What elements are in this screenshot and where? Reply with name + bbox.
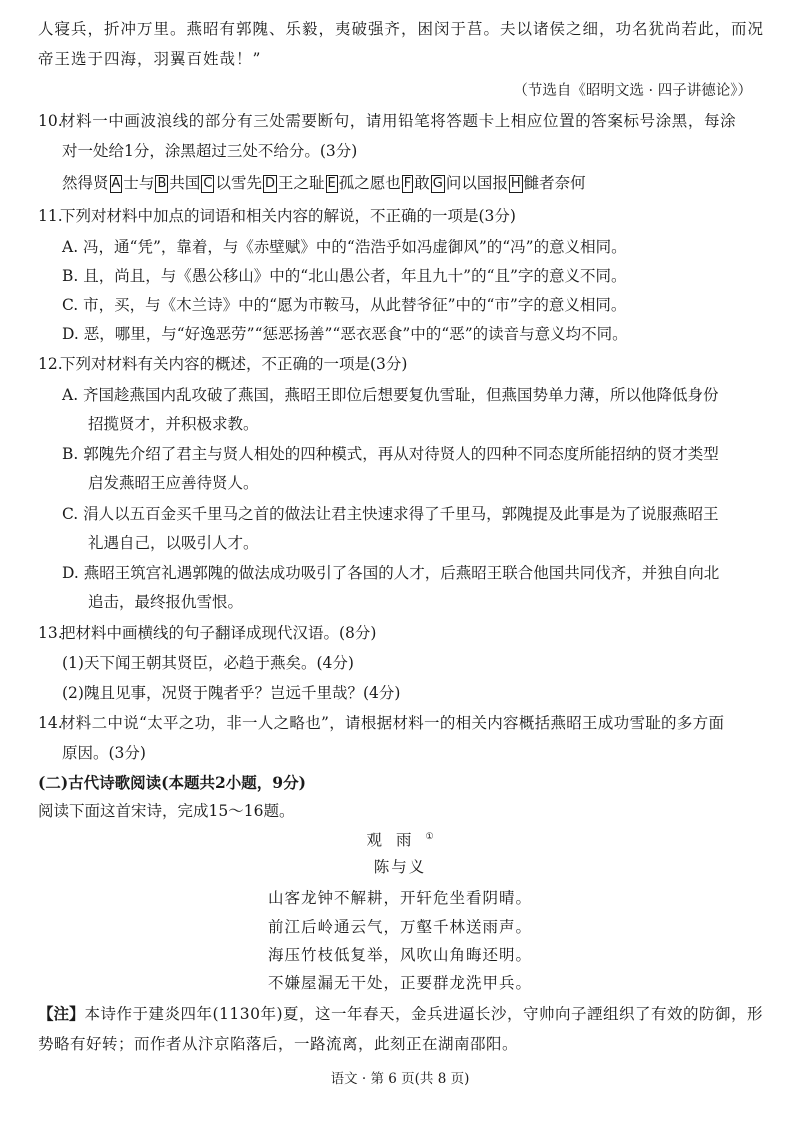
poem-title bbox=[0, 826, 800, 851]
passage-line-2: 帝王选于四海，羽翼百姓哉！” bbox=[38, 50, 262, 68]
q11-option-c: C. 市，买，与《木兰诗》中的“愿为市鞍马，从此替爷征”中的“市”字的意义相同。 bbox=[62, 296, 627, 314]
answer-box-d[interactable]: D bbox=[264, 176, 275, 191]
q14-stem-line-1: 材料二中说“太平之功，非一人之略也”，请根据材料一的相关内容概括燕昭王成功雪耻的多方面 bbox=[60, 714, 725, 732]
poem-line-3: 海压竹枝低复举，风吹山角晦还明。 bbox=[267, 946, 532, 964]
poem-footnote-marker: ① bbox=[425, 832, 434, 842]
poem-line-2: 前江后岭通云气，万壑千林送雨声。 bbox=[267, 918, 532, 936]
segment-text: 雠者奈何 bbox=[523, 174, 586, 192]
poem-note-line-1 bbox=[38, 1003, 763, 1025]
section-intro: 阅读下面这首宋诗，完成15～16题。 bbox=[38, 802, 295, 820]
q13-sentence-2: (2)隗且见事，况贤于隗者乎？岂远千里哉？(4分) bbox=[62, 684, 401, 702]
q12-option-c-line-1: C. 涓人以五百金买千里马之首的做法让君主快速求得了千里马，郭隗提及此事是为了说服燕昭王 bbox=[62, 505, 719, 523]
q12-option-b-line-1: B. 郭隗先介绍了君主与贤人相处的四种模式，再从对待贤人的四种不同态度所能招纳的贤才类型 bbox=[62, 445, 719, 463]
q10-segmentation-line bbox=[62, 172, 586, 194]
poem-author: 陈与义 bbox=[373, 858, 427, 876]
q13-stem: 把材料中画横线的句子翻译成现代汉语。(8分) bbox=[60, 624, 377, 642]
q12-option-d-line-2: 追击，最终报仇雪恨。 bbox=[88, 593, 244, 611]
q14-number: 14. bbox=[38, 714, 63, 732]
q10-stem-line-2: 对一处给1分，涂黑超过三处不给分。(3分) bbox=[62, 142, 358, 160]
segment-text: 然得贤 bbox=[62, 174, 109, 192]
answer-box-e[interactable]: E bbox=[327, 176, 336, 191]
note-text: 本诗作于建炎四年(1130年)夏，这一年春天，金兵进逼长沙，守帅向子諲组织了有效的防御，形 bbox=[84, 1005, 764, 1023]
q12-number: 12. bbox=[38, 355, 63, 373]
q10-number: 10. bbox=[38, 112, 63, 130]
poem-line-1: 山客龙钟不解耕，开轩危坐看阴晴。 bbox=[267, 889, 532, 907]
section-heading: (二)古代诗歌阅读(本题共2小题，9分) bbox=[38, 773, 306, 792]
q11-option-d: D. 恶，哪里，与“好逸恶劳”“惩恶扬善”“恶衣恶食”中的“恶”的读音与意义均不同。 bbox=[62, 325, 628, 343]
q12-option-a-line-1: A. 齐国趁燕国内乱攻破了燕国，燕昭王即位后想要复仇雪耻，但燕国势单力薄，所以他降低身份 bbox=[62, 386, 719, 404]
q11-option-b: B. 且，尚且，与《愚公移山》中的“北山愚公者，年且九十”的“且”字的意义不同。 bbox=[62, 267, 627, 285]
poem-title-text: 观雨 bbox=[366, 831, 426, 850]
q11-number: 11. bbox=[38, 207, 63, 225]
answer-box-g[interactable]: G bbox=[432, 176, 443, 191]
q12-option-b-line-2: 启发燕昭王应善待贤人。 bbox=[88, 474, 259, 492]
segment-text: 王之耻 bbox=[277, 174, 325, 192]
passage-line-1: 人寝兵，折冲万里。燕昭有郭隗、乐毅，夷破强齐，困闵于莒。夫以诸侯之细，功名犹尚若此，而况 bbox=[38, 20, 765, 38]
q11-option-a: A. 冯，通“凭”，靠着，与《赤壁赋》中的“浩浩乎如冯虚御风”的“冯”的意义相同。 bbox=[62, 238, 627, 256]
q12-option-c-line-2: 礼遇自己，以吸引人才。 bbox=[88, 534, 259, 552]
poem-note-line-2: 势略有好转；而作者从汴京陷落后，一路流离，此刻正在湖南邵阳。 bbox=[38, 1035, 519, 1053]
q14-stem-line-2: 原因。(3分) bbox=[62, 744, 146, 762]
segment-text: 共国 bbox=[169, 174, 201, 192]
segment-text: 孤之愿也 bbox=[338, 174, 401, 192]
segment-text: 问以国报 bbox=[445, 174, 508, 192]
answer-box-h[interactable]: H bbox=[510, 176, 521, 191]
q11-stem: 下列对材料中加点的词语和相关内容的解说，不正确的一项是(3分) bbox=[60, 207, 516, 225]
poem-line-4: 不嫌屋漏无干处，正要群龙洗甲兵。 bbox=[267, 974, 532, 992]
q12-option-d-line-1: D. 燕昭王筑宫礼遇郭隗的做法成功吸引了各国的人才，后燕昭王联合他国共同伐齐，并独自向北 bbox=[62, 564, 720, 582]
answer-box-f[interactable]: F bbox=[403, 176, 412, 191]
page-footer: 语文 · 第 6 页(共 8 页) bbox=[330, 1071, 470, 1087]
passage-source: （节选自《昭明文选 · 四子讲德论》） bbox=[513, 83, 752, 99]
q10-stem-line-1: 材料一中画波浪线的部分有三处需要断句，请用铅笔将答题卡上相应位置的答案标号涂黑，每涂 bbox=[60, 112, 737, 130]
q13-sentence-1: (1)天下闻王朝其贤臣，必趋于燕矣。(4分) bbox=[62, 654, 354, 672]
answer-box-b[interactable]: B bbox=[157, 176, 167, 191]
answer-box-c[interactable]: C bbox=[203, 176, 213, 191]
segment-text: 敢 bbox=[414, 174, 430, 192]
answer-box-a[interactable]: A bbox=[111, 176, 121, 191]
note-label: 【注】 bbox=[38, 1004, 85, 1023]
q13-number: 13. bbox=[38, 624, 63, 642]
q12-stem: 下列对材料有关内容的概述，不正确的一项是(3分) bbox=[60, 355, 408, 373]
segment-text: 以雪先 bbox=[215, 174, 262, 192]
segment-text: 士与 bbox=[123, 174, 155, 192]
q12-option-a-line-2: 招揽贤才，并积极求教。 bbox=[88, 415, 259, 433]
